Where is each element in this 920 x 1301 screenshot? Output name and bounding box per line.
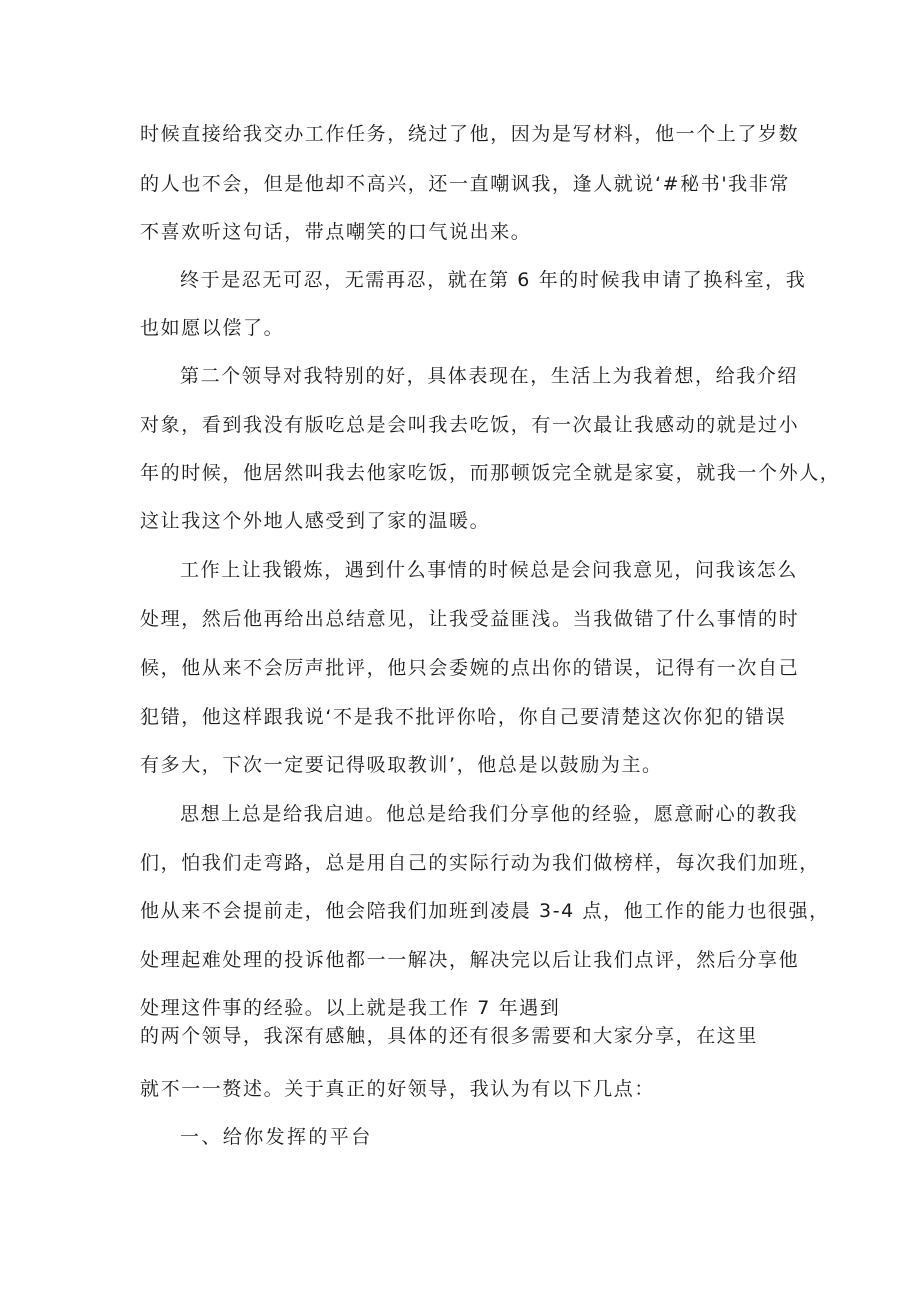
- text-line-8: 年的时候，他居然叫我去他家吃饭，而那顿饭完全就是家宴，就我一个外人，: [140, 462, 841, 484]
- section-heading: 一、给你发挥的平台: [180, 1126, 373, 1148]
- text-line-5: 也如愿以偿了。: [140, 317, 285, 339]
- text-line-21: 就不一一赘述。关于真正的好领导，我认为有以下几点：: [140, 1078, 656, 1100]
- text-line-1: 时候直接给我交办工作任务，绕过了他，因为是写材料，他一个上了岁数: [140, 123, 800, 145]
- text-line-18: 处理起难处理的投诉他都一一解决，解决完以后让我们点评，然后分享他: [140, 949, 800, 971]
- text-line-4: 终于是忍无可忍，无需再忍，就在第 6 年的时候我申请了换科室，我: [180, 269, 807, 291]
- text-line-14: 有多大，下次一定要记得吸取教训’，他总是以鼓励为主。: [140, 754, 663, 776]
- text-line-17: 他从来不会提前走，他会陪我们加班到凌晨 3-4 点，他工作的能力也很强，: [140, 900, 830, 922]
- text-line-2: 的人也不会，但是他却不高兴，还一直嘲讽我，逢人就说‘#秘书'我非常: [140, 173, 790, 195]
- text-line-6: 第二个领导对我特别的好，具体表现在，生活上为我着想，给我介绍: [180, 365, 799, 387]
- text-line-7: 对象，看到我没有版吃总是会叫我去吃饭，有一次最让我感动的就是过小: [140, 414, 800, 436]
- text-line-20: 的两个领导，我深有感触，具体的还有很多需要和大家分享，在这里: [140, 1025, 759, 1047]
- text-line-9: 这让我这个外地人感受到了家的温暖。: [140, 510, 491, 532]
- text-line-10: 工作上让我锻炼，遇到什么事情的时候总是会问我意见，问我该怎么: [180, 559, 799, 581]
- text-line-15: 思想上总是给我启迪。他总是给我们分享他的经验，愿意耐心的教我: [180, 803, 799, 825]
- text-line-16: 们，怕我们走弯路，总是用自己的实际行动为我们做榜样，每次我们加班，: [140, 852, 820, 874]
- text-line-11: 处理，然后他再给出总结意见，让我受益匪浅。当我做错了什么事情的时: [140, 608, 800, 630]
- text-line-12: 候，他从来不会厉声批评，他只会委婉的点出你的错误，记得有一次自己: [140, 657, 800, 679]
- text-line-19: 处理这件事的经验。以上就是我工作 7 年遇到: [140, 997, 561, 1019]
- text-line-13: 犯错，他这样跟我说‘不是我不批评你哈，你自己要清楚这次你犯的错误: [140, 706, 787, 728]
- text-line-3: 不喜欢听这句话，带点嘲笑的口气说出来。: [140, 221, 532, 243]
